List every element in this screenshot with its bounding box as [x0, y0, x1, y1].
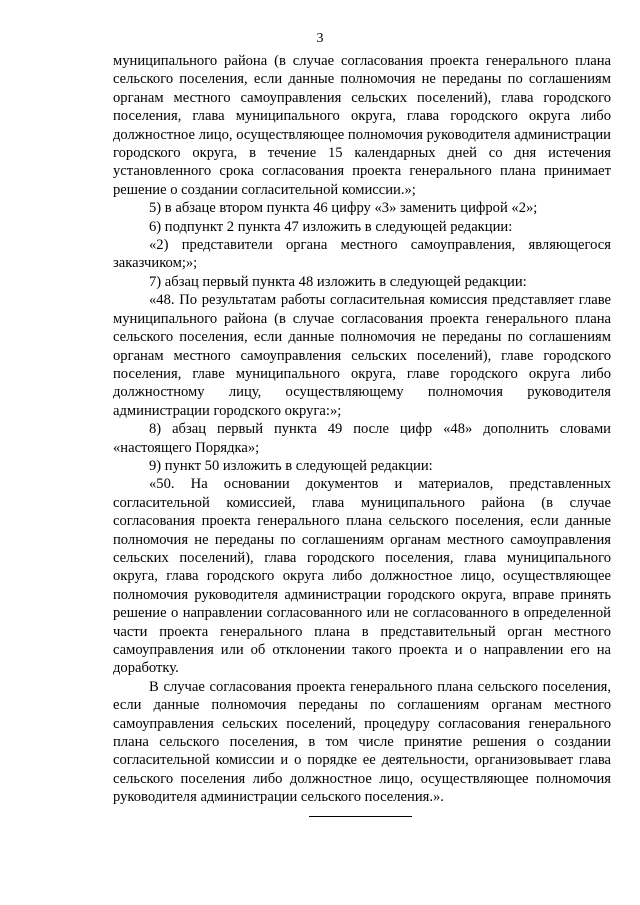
paragraph-item-6: 6) подпункт 2 пункта 47 изложить в следующей редакции: — [149, 218, 513, 235]
paragraph-continuation: муниципального района (в случае согласования проекта генерального плана сельского поселения, если данные полномочия не переданы по соглашениям органам местного самоуправления сельских поселений), глава городского поселения, глава муниципального округа, глава городского округа либо должностное лицо, осуществляющее полномочия руководителя администрации городского округа, в течение 15 календарных дней со дня истечения установленного срока согласования проекта генерального плана принимает решение о создании согласительной комиссии.»; — [113, 53, 611, 198]
paragraph-subitem-2: «2) представители органа местного самоуправления, являющегося заказчиком;»; — [113, 237, 611, 272]
paragraph-item-9: 9) пункт 50 изложить в следующей редакции: — [149, 457, 433, 474]
paragraph-item-7: 7) абзац первый пункта 48 изложить в следующей редакции: — [149, 273, 527, 290]
paragraph-item-8: 8) абзац первый пункта 49 после цифр «48» дополнить словами «настоящего Порядка»; — [113, 421, 611, 456]
paragraph-clause-50: «50. На основании документов и материалов, представленных согласительной комиссией, глава муниципального района (в случае согласования проекта генерального плана сельского поселения, если данные полномочия не переданы по соглашениям органам местного самоуправления сельских поселений), глава городского поселения, глава муниципального округа, глава городского округа либо должностное лицо, осуществляющее полномочия руководителя администрации городского округа, вправе принять решение о направлении согласованного или не согласованного в определенной части проекта генерального плана в представительный орган местного самоуправления или об отклонении такого проекта и о направлении его на доработку. — [113, 476, 611, 677]
footer-rule — [309, 816, 412, 817]
paragraph-clause-48: «48. По результатам работы согласительная комиссия представляет главе муниципального района (в случае согласования проекта генерального плана сельского поселения, если данные полномочия не переданы по соглашениям органам местного самоуправления сельских поселений), главе городского поселения, главе муниципального округа, главе городского округа либо должностному лицу, осуществляющему полномочия руководителя администрации городского округа:»; — [113, 292, 611, 419]
paragraph-clause-50-second: В случае согласования проекта генерального плана сельского поселения, если данные полномочия переданы по соглашениям органам местного самоуправления сельских поселений, процедуру согласования генерального плана сельского поселения, в том числе принятие решения о создании согласительной комиссии и о порядке ее деятельности, организовывает глава сельского поселения либо должностное лицо, осуществляющее полномочия руководителя администрации сельского поселения.». — [113, 678, 611, 806]
paragraph-item-5: 5) в абзаце втором пункта 46 цифру «3» заменить цифрой «2»; — [149, 200, 538, 217]
document-body — [113, 52, 611, 807]
page-number: 3 — [316, 31, 324, 46]
